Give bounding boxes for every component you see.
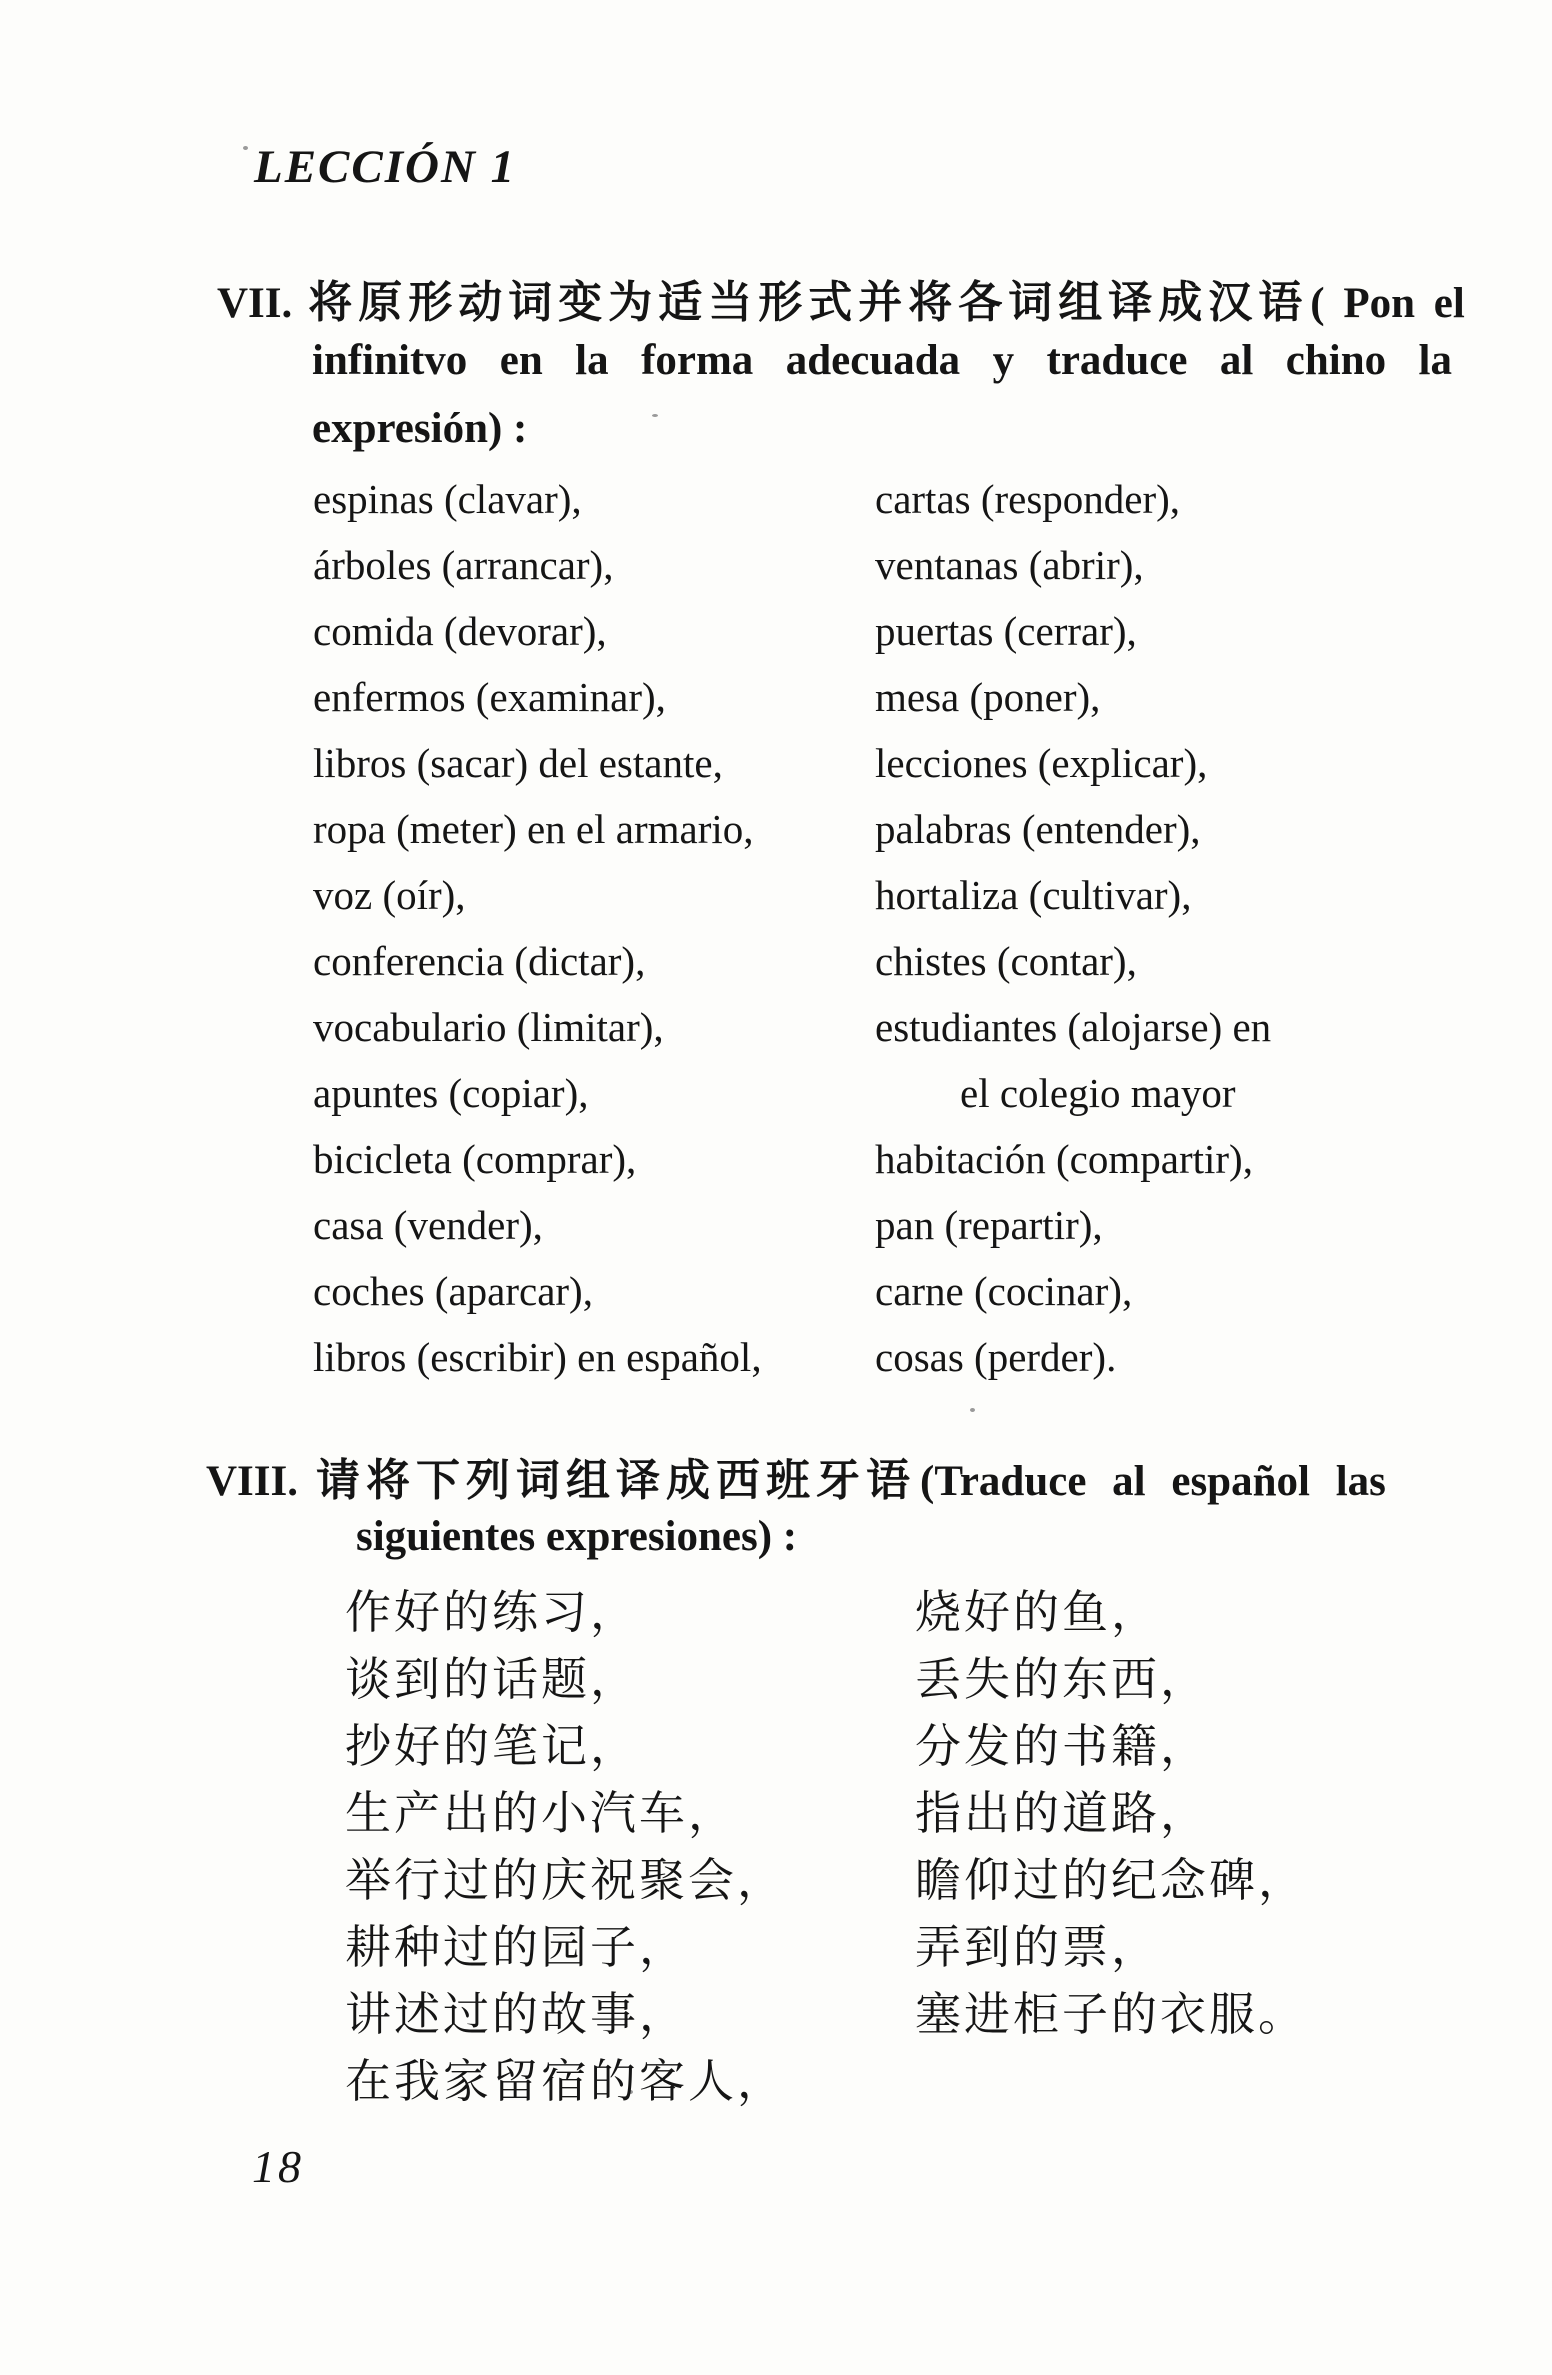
list-item: enfermos (examinar), xyxy=(313,674,666,720)
list-item: ropa (meter) en el armario, xyxy=(313,806,754,852)
section-viii-chinese-instruction: 请将下列词组译成西班牙语 xyxy=(316,1456,917,1505)
lesson-header: LECCIÓN 1 xyxy=(254,141,517,193)
list-item: lecciones (explicar), xyxy=(875,740,1208,786)
list-item: 指出的道路， xyxy=(915,1788,1209,1839)
list-item: 塞进柜子的衣服。 xyxy=(915,1989,1307,2040)
list-item: 分发的书籍， xyxy=(915,1721,1209,1772)
section-viii-left-column xyxy=(345,1582,786,2118)
list-item: casa (vender), xyxy=(313,1202,543,1248)
list-item: chistes (contar), xyxy=(875,938,1137,984)
section-viii-heading-line2: siguientes expresiones) : xyxy=(356,1513,798,1560)
list-item: apuntes (copiar), xyxy=(313,1070,589,1116)
list-item: palabras (entender), xyxy=(875,806,1201,852)
section-vii-heading-line1 xyxy=(217,266,1465,330)
section-viii-numeral: VIII. xyxy=(206,1458,299,1505)
list-item: 瞻仰过的纪念碑， xyxy=(915,1855,1307,1906)
list-item: comida (devorar), xyxy=(313,608,607,654)
list-item: 作好的练习， xyxy=(345,1587,639,1638)
scan-speck xyxy=(243,146,248,150)
section-viii-heading-line1 xyxy=(206,1444,1386,1508)
list-item: árboles (arrancar), xyxy=(313,542,614,588)
list-item: estudiantes (alojarse) en xyxy=(875,1004,1272,1050)
list-item: libros (sacar) del estante, xyxy=(313,740,723,786)
section-vii-heading-line2: infinitvo en la forma adecuada y traduce al chino la xyxy=(312,337,1452,384)
list-item: cartas (responder), xyxy=(875,476,1181,522)
section-vii-numeral: VII. xyxy=(217,280,293,327)
list-item: 丢失的东西， xyxy=(915,1654,1209,1705)
list-item: 举行过的庆祝聚会， xyxy=(345,1855,786,1906)
list-item: mesa (poner), xyxy=(875,674,1101,720)
list-item: vocabulario (limitar), xyxy=(313,1004,664,1050)
list-item: cosas (perder). xyxy=(875,1334,1117,1380)
list-item: 谈到的话题， xyxy=(345,1654,639,1705)
section-vii-right-column xyxy=(875,470,1271,1394)
list-item: 讲述过的故事， xyxy=(345,1989,688,2040)
list-item: 抄好的笔记， xyxy=(345,1721,639,1772)
list-item: ventanas (abrir), xyxy=(875,542,1144,588)
list-item: 烧好的鱼， xyxy=(915,1587,1160,1638)
page-number: 18 xyxy=(252,2141,304,2192)
list-item: 生产出的小汽车， xyxy=(345,1788,737,1839)
list-item-continuation: el colegio mayor xyxy=(960,1070,1236,1116)
list-item: espinas (clavar), xyxy=(313,476,582,522)
list-item: voz (oír), xyxy=(313,872,466,918)
list-item: puertas (cerrar), xyxy=(875,608,1137,654)
section-vii-heading-line3: expresión) : xyxy=(312,405,528,452)
scan-speck xyxy=(970,1408,975,1412)
section-vii-spanish-open: ( Pon el xyxy=(1310,280,1465,327)
list-item: conferencia (dictar), xyxy=(313,938,646,984)
section-vii-left-column xyxy=(313,470,762,1394)
list-item: pan (repartir), xyxy=(875,1202,1103,1248)
list-item: 弄到的票， xyxy=(915,1922,1160,1973)
list-item: libros (escribir) en español, xyxy=(313,1334,762,1380)
list-item: bicicleta (comprar), xyxy=(313,1136,637,1182)
list-item: coches (aparcar), xyxy=(313,1268,593,1314)
section-viii-spanish-open: (Traduce al español las xyxy=(920,1458,1386,1505)
list-item: 在我家留宿的客人， xyxy=(345,2056,786,2107)
list-item: 耕种过的园子， xyxy=(345,1922,688,1973)
section-viii-right-column xyxy=(915,1582,1307,2051)
list-item: habitación (compartir), xyxy=(875,1136,1253,1182)
list-item: hortaliza (cultivar), xyxy=(875,872,1192,918)
scan-speck xyxy=(652,414,658,417)
section-vii-chinese-instruction: 将原形动词变为适当形式并将各词组译成汉语 xyxy=(308,278,1309,327)
list-item: carne (cocinar), xyxy=(875,1268,1133,1314)
